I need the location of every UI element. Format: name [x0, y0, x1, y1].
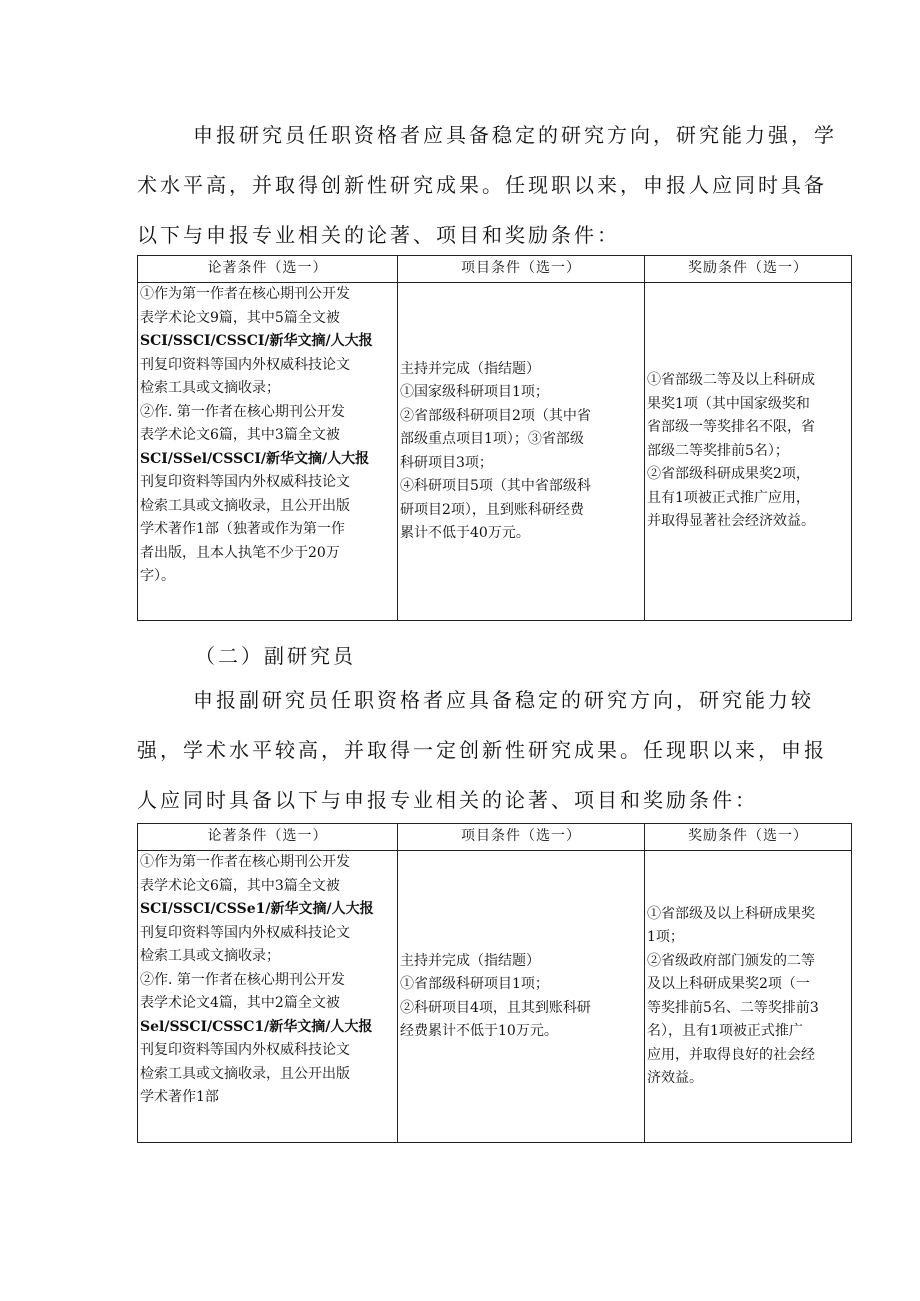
cell-line: 表学术论文6篇，其中3篇全文被	[140, 427, 340, 443]
cell-line: 者出版，且本人执笔不少于20万	[140, 544, 340, 561]
cell-line: SCI/SSCI/CSSCI/新华文摘/人大报	[140, 333, 373, 349]
table-header-row	[138, 824, 852, 851]
cell-line: ①省部级及以上科研成果奖	[647, 905, 815, 922]
intro-line: 术水平高，并取得创新性研究成果。任现职以来，申报人应同时具备	[137, 173, 827, 197]
cell-line: 1项；	[647, 929, 684, 945]
cell-line: ②科研项目4项，且其到账科研	[400, 999, 591, 1016]
cell-line: 学术著作1部	[140, 1089, 219, 1105]
cell-line: 等奖排前5名、二等奖排前3	[647, 999, 819, 1016]
cell-line: 部级重点项目1项）；③省部级	[400, 431, 584, 447]
cell-line: ①作为第一作者在核心期刊公开发	[140, 854, 350, 870]
cell-line: ②作. 第一作者在核心期刊公开发	[140, 971, 345, 988]
publication-conditions-cell	[138, 283, 398, 621]
cell-line: ②作. 第一作者在核心期刊公开发	[140, 403, 345, 420]
intro-line: 申报研究员任职资格者应具备稳定的研究方向，研究能力强，学	[193, 123, 837, 147]
cell-line: 刊复印资料等国内外权威科技论文	[140, 924, 350, 941]
cell-line: ②省部级科研项目2项（其中省	[400, 407, 591, 424]
cell-line: 检索工具或文摘收录，且公开出版	[140, 1065, 350, 1082]
header-publications: 论著条件（选一）	[138, 824, 398, 851]
cell-line: 字）。	[140, 568, 175, 584]
cell-line: 表学术论文6篇，其中3篇全文被	[140, 877, 340, 894]
cell-line: 刊复印资料等国内外权威科技论文	[140, 1042, 350, 1058]
cell-line: 主持并完成（指结题）	[400, 952, 540, 969]
header-projects: 项目条件（选一）	[398, 256, 645, 283]
cell-line: 且有1项被正式推广应用，	[647, 489, 810, 506]
table-row	[138, 283, 852, 621]
table-header-row	[138, 256, 852, 283]
header-publications: 论著条件（选一）	[138, 256, 398, 283]
cell-line: 果奖1项（其中国家级奖和	[647, 395, 810, 412]
table-row	[138, 851, 852, 1143]
cell-line: 刊复印资料等国内外权威科技论文	[140, 356, 350, 373]
publication-conditions-cell	[138, 851, 398, 1143]
cell-line: ④科研项目5项（其中省部级科	[400, 478, 591, 494]
cell-line: 检索工具或文摘收录，且公开出版	[140, 497, 350, 514]
project-conditions-cell	[398, 851, 645, 1143]
cell-line: ①作为第一作者在核心期刊公开发	[140, 286, 350, 302]
project-conditions-cell	[398, 283, 645, 621]
cell-line: 部级二等奖排前5名）；	[647, 442, 789, 459]
cell-line: 科研项目3项；	[400, 454, 493, 471]
intro-line: 人应同时具备以下与申报专业相关的论著、项目和奖励条件：	[137, 788, 758, 812]
associate-researcher-requirements-table	[137, 823, 852, 1143]
header-projects: 项目条件（选一）	[398, 824, 645, 851]
cell-line: ②省级政府部门颁发的二等	[647, 952, 815, 969]
intro-line: 以下与申报专业相关的论著、项目和奖励条件：	[137, 223, 620, 247]
cell-line: 累计不低于40万元。	[400, 525, 530, 541]
section2-intro	[137, 678, 852, 822]
header-awards: 奖励条件（选一）	[645, 256, 852, 283]
award-conditions-cell	[645, 851, 852, 1143]
cell-line: 济效益。	[647, 1070, 703, 1086]
header-awards: 奖励条件（选一）	[645, 824, 852, 851]
cell-line: 学术著作1部（独著或作为第一作	[140, 521, 345, 537]
cell-line: 检索工具或文摘收录；	[140, 380, 280, 396]
cell-line: ①省部级二等及以上科研成	[647, 372, 815, 389]
cell-line: 刊复印资料等国内外权威科技论文	[140, 474, 350, 490]
award-conditions-cell	[645, 283, 852, 621]
cell-line: 经费累计不低于10万元。	[400, 1023, 558, 1039]
cell-line: 应用，并取得良好的社会经	[647, 1046, 815, 1063]
cell-line: 名），且有1项被正式推广	[647, 1023, 803, 1039]
intro-line: 强，学术水平较高，并取得一定创新性研究成果。任现职以来，申报	[137, 738, 827, 762]
cell-line: 检索工具或文摘收录；	[140, 948, 280, 964]
cell-line: 表学术论文9篇，其中5篇全文被	[140, 309, 340, 326]
researcher-requirements-table	[137, 255, 852, 621]
section2-heading: （二）副研究员	[195, 644, 356, 668]
cell-line: 及以上科研成果奖2项（一	[647, 976, 810, 992]
cell-line: SCI/SSCI/CSSe1/新华文摘/人大报	[140, 901, 374, 917]
cell-line: Sel/SSCI/CSSC1/新华文摘/人大报	[140, 1018, 373, 1035]
cell-line: 研项目2项），且到账科研经费	[400, 501, 584, 518]
cell-line: ②省部级科研成果奖2项，	[647, 466, 810, 483]
intro-line: 申报副研究员任职资格者应具备稳定的研究方向，研究能力较	[193, 688, 814, 712]
cell-line: SCI/SSel/CSSCI/新华文摘/人大报	[140, 450, 370, 467]
cell-line: ①国家级科研项目1项；	[400, 384, 549, 400]
cell-line: 表学术论文4篇，其中2篇全文被	[140, 995, 340, 1011]
cell-line: 并取得显著社会经济效益。	[647, 513, 815, 530]
cell-line: 主持并完成（指结题）	[400, 360, 540, 377]
cell-line: 省部级一等奖排名不限，省	[647, 419, 815, 436]
section1-intro	[137, 113, 852, 257]
cell-line: ①省部级科研项目1项；	[400, 976, 549, 992]
